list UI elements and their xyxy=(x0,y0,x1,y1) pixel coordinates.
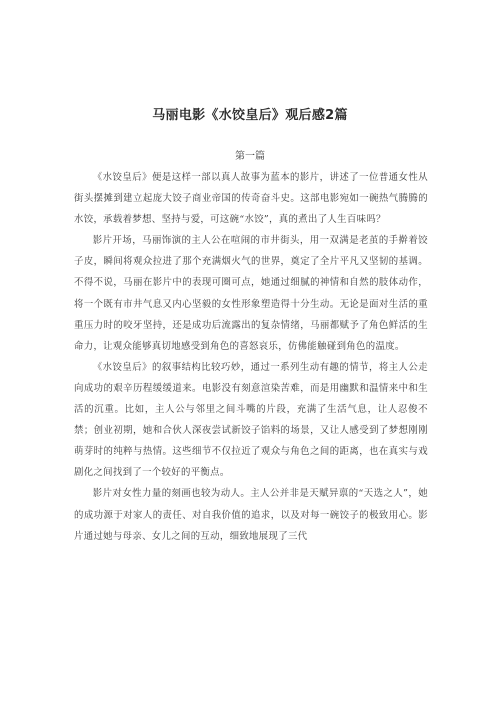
section-heading: 第一篇 xyxy=(235,151,265,162)
paragraph: 《水饺皇后》便是这样一部以真人故事为蓝本的影片，讲述了一位普通女性从街头摆摊到建立起庞大饺子商业帝国的传奇奋斗史。这部电影宛如一碗热气腾腾的水饺，承载着梦想、坚持与爱，可这碗“水饺”，真的煮出了人生百味吗？ xyxy=(74,172,428,226)
document-title: 马丽电影《水饺皇后》观后感2篇 xyxy=(152,108,348,123)
paragraph: 影片对女性力量的刻画也较为动人。主人公并非是天赋异禀的“天选之人”，她的成功源于对家人的责任、对自我价值的追求，以及对每一碗饺子的极致用心。影片通过她与母亲、女儿之间的互动，细致地展现了三代 xyxy=(74,488,428,542)
document-body xyxy=(74,167,428,547)
paragraph: 《水饺皇后》的叙事结构比较巧妙，通过一系列生动有趣的情节，将主人公走向成功的艰辛历程缓缓道来。电影没有刻意渲染苦难，而是用幽默和温情来中和生活的沉重。比如，主人公与邻里之间斗嘴的片段，充满了生活气息，让人忍俊不禁；创业初期，她和合伙人深夜尝试新饺子馅料的场景，又让人感受到了梦想刚刚萌芽时的纯粹与热情。这些细节不仅拉近了观众与角色之间的距离，也在真实与戏剧化之间找到了一个较好的平衡点。 xyxy=(74,361,428,479)
paragraph: 影片开场，马丽饰演的主人公在喧闹的市井街头，用一双满是老茧的手擀着饺子皮，瞬间将观众拉进了那个充满烟火气的世界，奠定了全片平凡又坚韧的基调。不得不说，马丽在影片中的表现可圈可点，她通过细腻的神情和自然的肢体动作，将一个既有市井气息又内心坚毅的女性形象塑造得十分生动。无论是面对生活的重重压力时的咬牙坚持，还是成功后流露出的复杂情绪，马丽都赋予了角色鲜活的生命力，让观众能够真切地感受到角色的喜怒哀乐，仿佛能触碰到角色的温度。 xyxy=(74,235,428,352)
